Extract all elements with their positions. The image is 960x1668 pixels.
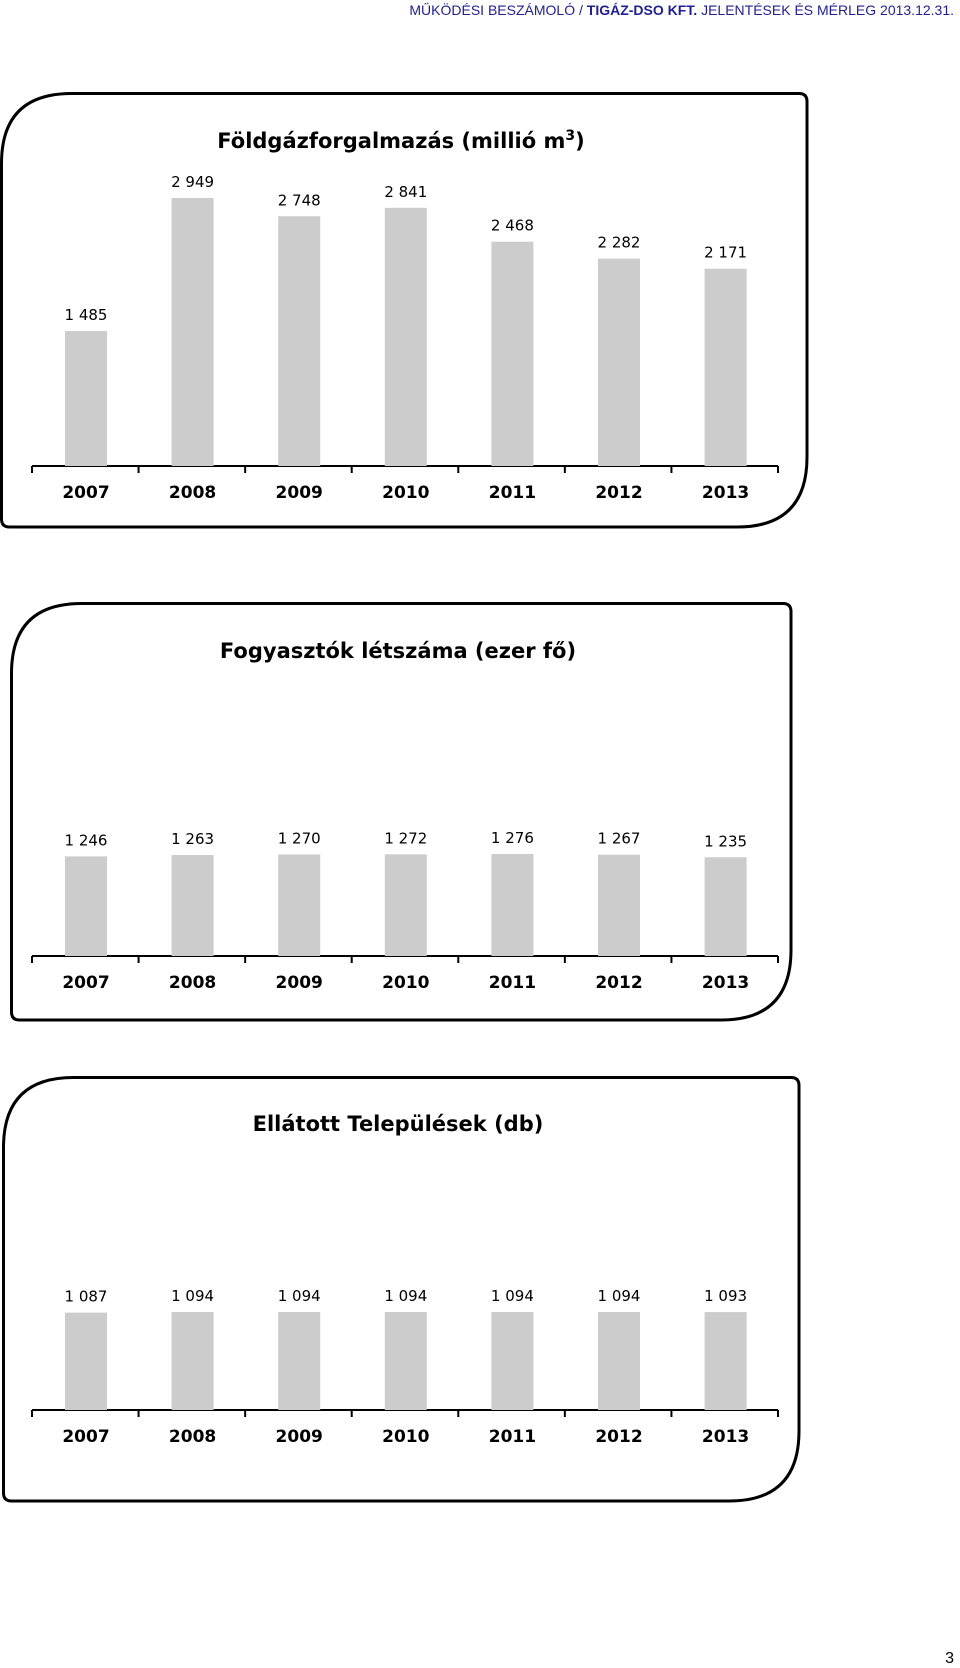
category-label-2010: 2010 xyxy=(382,483,430,503)
bar-2012 xyxy=(598,855,640,956)
category-label-2009: 2009 xyxy=(275,1427,323,1447)
category-label-2011: 2011 xyxy=(488,483,537,503)
value-label-2008: 1 094 xyxy=(171,1287,215,1305)
value-label-2011: 2 468 xyxy=(490,216,534,235)
bar-2011 xyxy=(491,854,533,956)
page-number: 3 xyxy=(945,1650,954,1667)
chart-panel-consumers xyxy=(10,602,794,1023)
chart-title: Földgázforgalmazás (millió $m^3$) xyxy=(217,128,585,153)
value-label-2009: 1 094 xyxy=(277,1287,321,1305)
value-label-2010: 2 841 xyxy=(384,182,428,201)
category-label-2008: 2008 xyxy=(168,973,217,993)
bar-2007 xyxy=(65,331,107,466)
category-label-2007: 2007 xyxy=(62,973,110,993)
value-label-2008: 2 949 xyxy=(171,173,215,191)
value-label-2013: 2 171 xyxy=(704,243,748,262)
bar-2011 xyxy=(491,1312,533,1410)
chart-svg-consumers xyxy=(10,602,794,1023)
page-header xyxy=(409,2,954,18)
header-company: TIGÁZ-DSO KFT. xyxy=(586,2,698,18)
bar-2010 xyxy=(385,208,427,466)
value-label-2010: 1 272 xyxy=(384,829,428,848)
bar-2013 xyxy=(705,857,747,956)
value-label-2012: 2 282 xyxy=(597,233,641,252)
category-label-2007: 2007 xyxy=(62,483,110,503)
value-label-2010: 1 094 xyxy=(384,1287,428,1305)
category-label-2013: 2013 xyxy=(701,483,750,503)
category-label-2012: 2012 xyxy=(595,1427,643,1447)
header-prefix: MŰKÖDÉSI BESZÁMOLÓ / xyxy=(409,2,587,18)
chart-panel-settlements xyxy=(2,1076,802,1504)
value-label-2009: 2 748 xyxy=(277,191,321,210)
bar-2010 xyxy=(385,1312,427,1410)
value-label-2012: 1 267 xyxy=(597,829,641,848)
category-label-2012: 2012 xyxy=(595,973,643,993)
chart-svg-gas-distribution xyxy=(0,92,810,530)
chart-title: Fogyasztók létszáma (ezer fő) xyxy=(219,639,577,663)
value-label-2013: 1 093 xyxy=(704,1287,748,1306)
bar-2007 xyxy=(65,1313,107,1410)
bar-2010 xyxy=(385,854,427,956)
value-label-2012: 1 094 xyxy=(597,1287,641,1305)
chart-svg-settlements xyxy=(2,1076,802,1504)
value-label-2011: 1 094 xyxy=(490,1287,534,1305)
category-label-2010: 2010 xyxy=(382,973,430,993)
value-label-2011: 1 276 xyxy=(490,829,534,847)
bar-2013 xyxy=(705,1312,747,1410)
category-label-2009: 2009 xyxy=(275,483,323,503)
bar-2008 xyxy=(172,1312,214,1410)
category-label-2011: 2011 xyxy=(488,1427,537,1447)
category-label-2009: 2009 xyxy=(275,973,323,993)
value-label-2013: 1 235 xyxy=(704,832,748,851)
value-label-2009: 1 270 xyxy=(277,829,321,848)
value-label-2008: 1 263 xyxy=(171,830,215,849)
bar-2007 xyxy=(65,856,107,956)
bar-2009 xyxy=(278,1312,320,1410)
value-label-2007: 1 485 xyxy=(64,306,108,325)
category-label-2010: 2010 xyxy=(382,1427,430,1447)
category-label-2008: 2008 xyxy=(168,1427,217,1447)
bar-2008 xyxy=(172,198,214,466)
bar-2011 xyxy=(491,242,533,466)
category-label-2012: 2012 xyxy=(595,483,643,503)
category-label-2011: 2011 xyxy=(488,973,537,993)
bar-2009 xyxy=(278,216,320,466)
chart-title: Ellátott Települések (db) xyxy=(252,1112,544,1136)
header-suffix: JELENTÉSEK ÉS MÉRLEG 2013.12.31. xyxy=(697,2,954,18)
bar-2008 xyxy=(172,855,214,956)
bar-2012 xyxy=(598,1312,640,1410)
bar-2012 xyxy=(598,259,640,466)
category-label-2013: 2013 xyxy=(701,973,750,993)
category-label-2007: 2007 xyxy=(62,1427,110,1447)
category-label-2013: 2013 xyxy=(701,1427,750,1447)
chart-panel-gas-distribution xyxy=(0,92,810,530)
value-label-2007: 1 087 xyxy=(64,1287,108,1306)
category-label-2008: 2008 xyxy=(168,483,217,503)
value-label-2007: 1 246 xyxy=(64,831,108,850)
bar-2009 xyxy=(278,854,320,956)
bar-2013 xyxy=(705,269,747,466)
chart-frame xyxy=(12,604,792,1021)
